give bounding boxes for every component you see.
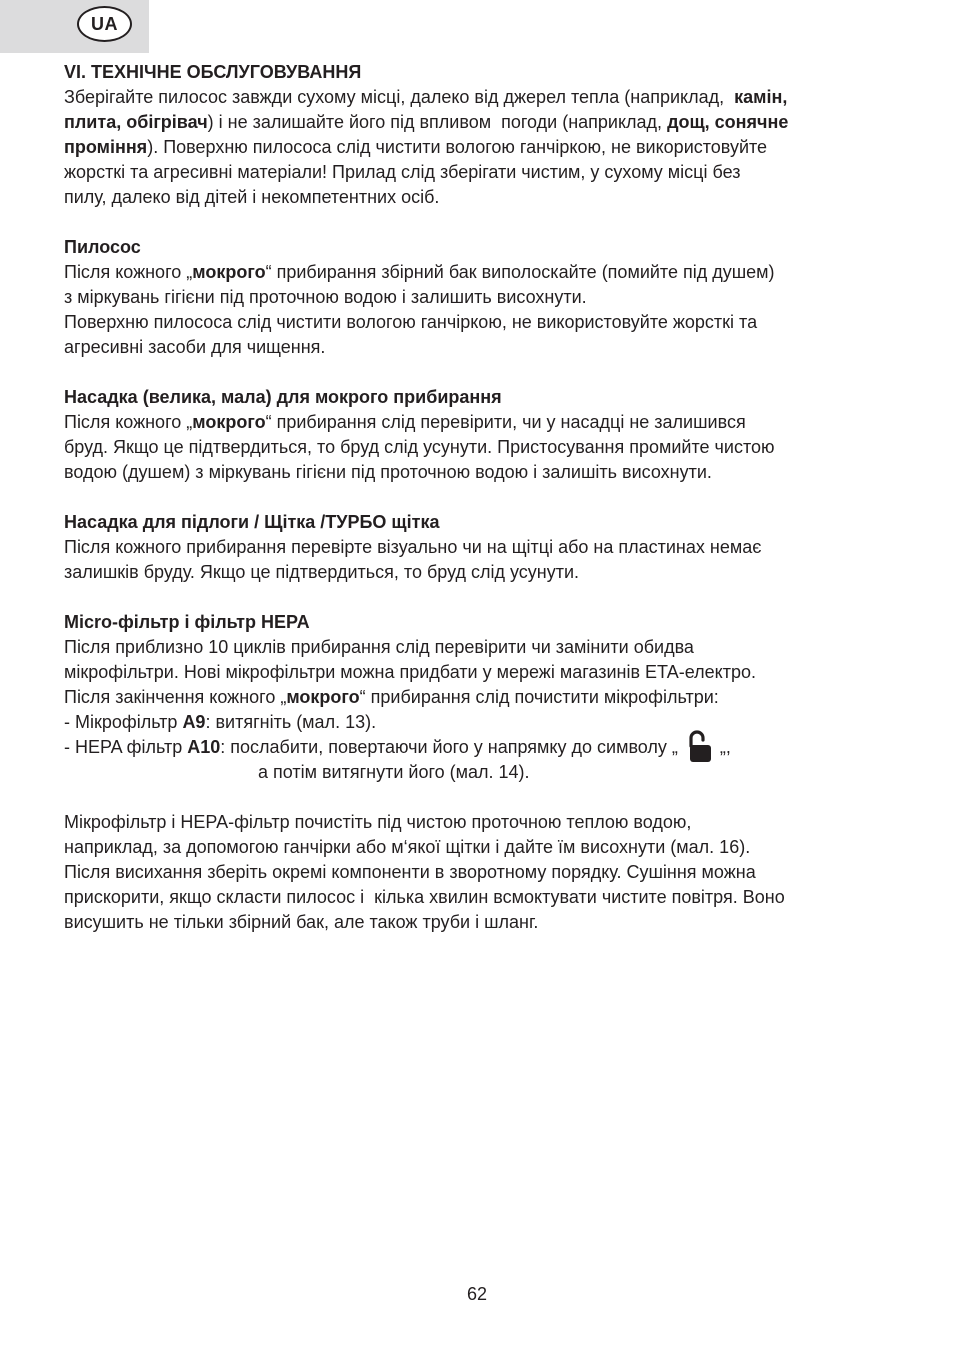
subsection-heading: Насадка (велика, мала) для мокрого прибирання bbox=[64, 387, 502, 407]
wet-nozzle-section: Насадка (велика, мала) для мокрого прибирання Після кожного „мокрого“ прибирання слід перевірити, чи у насадці не залишився бруд. Якщо це підтвердиться, то бруд слід усунути. Пристосування промийте чистою водою (душем) з міркувань гігієни під проточною водою і залишіть висохнути. bbox=[64, 385, 904, 485]
vacuum-section: Пилосос Після кожного „мокрого“ прибирання збірний бак виполоскайте (помийте під душем) з міркувань гігієни під проточною водою і залишить висохнути. Поверхню пилососа слід чистити вологою ганчіркою, не використовуйте жорсткі та агресивні засоби для чищення. bbox=[64, 235, 904, 360]
unlocked-padlock-icon bbox=[685, 735, 713, 760]
page-number: 62 bbox=[466, 1284, 488, 1304]
intro-paragraph: Зберігайте пилосос завжди сухому місці, далеко від джерел тепла (наприклад, камін, плита, обігрівач) і не залишайте його під впливом погоди (наприклад, дощ, сонячне проміння). Поверхню пилососа слід чистити вологою ганчіркою, не використовуйте жорсткі та агресивні матеріали! Прилад слід зберігати чистим, у сухому місці без пилу, далеко від дітей і некомпетентних осіб. bbox=[64, 87, 789, 207]
closing-paragraph: Мікрофільтр і HEPA-фільтр почистіть під чистою проточною теплою водою, наприклад, за допомогою ганчірки або м‘якої щітки і дайте їм висохнути (мал. 16). Після висихання зберіть окремі компоненти в зворотному порядку. Сушіння можна прискорити, якщо скласти пилосос і кілька хвилин всмоктувати чистите повітря. Воно висушить не тільки збірний бак, але також труби і шланг. bbox=[64, 812, 785, 932]
language-tab bbox=[0, 0, 149, 53]
floor-nozzle-section: Насадка для підлоги / Щітка /ТУРБО щітка Після кожного прибирання перевірте візуально чи на щітці або на пластинах немає залишків бруду. Якщо це підтвердиться, то бруд слід усунути. bbox=[64, 510, 904, 585]
subsection-heading: Пилосос bbox=[64, 237, 141, 257]
subsection-heading: Micro-фільтр і фільтр HEPA bbox=[64, 612, 310, 632]
filters-section: Micro-фільтр і фільтр HEPA Після приблизно 10 циклів прибирання слід перевірити чи замінити обидва мікрофільтри. Нові мікрофільтри можна придбати у мережі магазинів ETA-електро. Після закінчення кожного „мокрого“ прибирання слід почистити мікрофільтри: - Мікрофільтр A9: витягніть (мал. 13). - HEPA фільтр A10: послабити, повертаючи його у напрямку до символу „ „, а потім витягнути його (мал. 14). bbox=[64, 610, 904, 785]
language-badge: UA bbox=[77, 6, 132, 42]
section-title: VI. ТЕХНІЧНЕ ОБСЛУГОВУВАННЯ bbox=[64, 62, 362, 82]
document-body bbox=[64, 60, 904, 935]
subsection-heading: Насадка для підлоги / Щітка /ТУРБО щітка bbox=[64, 512, 440, 532]
